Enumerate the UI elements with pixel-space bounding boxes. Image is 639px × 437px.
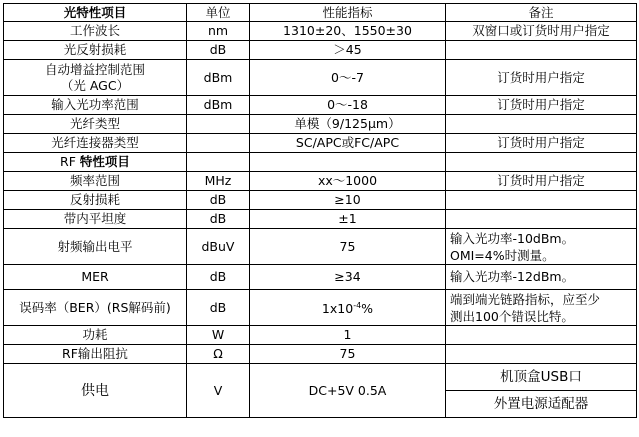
table-row bbox=[4, 115, 637, 134]
table-row bbox=[4, 134, 637, 153]
ber-suffix: % bbox=[361, 301, 374, 316]
row-unit: W bbox=[187, 326, 250, 345]
row-spec: 0～-7 bbox=[250, 60, 446, 96]
table-row bbox=[4, 41, 637, 60]
row-spec: 75 bbox=[250, 345, 446, 364]
row-item: 光纤类型 bbox=[4, 115, 187, 134]
row-spec: xx～1000 bbox=[250, 172, 446, 191]
row-unit: nm bbox=[187, 22, 250, 41]
header-item: 光特性项目 bbox=[4, 4, 187, 22]
row-item: RF输出阻抗 bbox=[4, 345, 187, 364]
row-unit: dBm bbox=[187, 96, 250, 115]
row-unit bbox=[187, 115, 250, 134]
row-note-line1: 机顶盒USB口 bbox=[446, 364, 637, 391]
table-row bbox=[4, 96, 637, 115]
row-note-line2: 测出100个错误比特。 bbox=[450, 308, 574, 324]
row-note-line1: 输入光功率-10dBm。 bbox=[450, 230, 575, 246]
table-row bbox=[4, 364, 637, 391]
row-unit: dB bbox=[187, 191, 250, 210]
row-spec: 1310±20、1550±30 bbox=[250, 22, 446, 41]
header-note: 备注 bbox=[446, 4, 637, 22]
table-row bbox=[4, 210, 637, 229]
table-row bbox=[4, 326, 637, 345]
row-note bbox=[446, 229, 637, 265]
row-note bbox=[446, 41, 637, 60]
row-spec: 75 bbox=[250, 229, 446, 265]
table-row bbox=[4, 191, 637, 210]
row-spec: ＞45 bbox=[250, 41, 446, 60]
row-item-line1: 自动增益控制范围 bbox=[44, 61, 145, 77]
row-spec: 0～-18 bbox=[250, 96, 446, 115]
table-row bbox=[4, 60, 637, 96]
row-spec: SC/APC或FC/APC bbox=[250, 134, 446, 153]
row-item: 频率范围 bbox=[4, 172, 187, 191]
row-item bbox=[4, 60, 187, 96]
row-note bbox=[446, 210, 637, 229]
table-row bbox=[4, 290, 637, 326]
header-unit: 单位 bbox=[187, 4, 250, 22]
row-note: 订货时用户指定 bbox=[446, 60, 637, 96]
row-note bbox=[446, 326, 637, 345]
row-item-line2: （光 AGC） bbox=[60, 77, 130, 93]
row-note bbox=[446, 345, 637, 364]
section-title bbox=[4, 153, 187, 172]
row-note: 订货时用户指定 bbox=[446, 172, 637, 191]
row-unit: Ω bbox=[187, 345, 250, 364]
section-prefix: RF bbox=[60, 154, 76, 169]
row-note: 订货时用户指定 bbox=[446, 134, 637, 153]
section-header-row bbox=[4, 153, 637, 172]
row-item: 工作波长 bbox=[4, 22, 187, 41]
table-row bbox=[4, 265, 637, 290]
row-unit: dB bbox=[187, 41, 250, 60]
table-row bbox=[4, 229, 637, 265]
row-note: 输入光功率-12dBm。 bbox=[446, 265, 637, 290]
spec-table-container bbox=[3, 3, 637, 418]
row-item: 射频输出电平 bbox=[4, 229, 187, 265]
row-unit: V bbox=[187, 364, 250, 418]
table-row bbox=[4, 22, 637, 41]
row-note: 订货时用户指定 bbox=[446, 96, 637, 115]
row-note bbox=[446, 153, 637, 172]
ber-exponent: -4 bbox=[353, 301, 362, 310]
row-item: 输入光功率范围 bbox=[4, 96, 187, 115]
row-item: MER bbox=[4, 265, 187, 290]
row-spec bbox=[250, 290, 446, 326]
row-unit: MHz bbox=[187, 172, 250, 191]
row-item: 反射损耗 bbox=[4, 191, 187, 210]
row-unit: dBm bbox=[187, 60, 250, 96]
ber-base: 1x10 bbox=[321, 301, 354, 316]
table-header-row bbox=[4, 4, 637, 22]
row-spec: ±1 bbox=[250, 210, 446, 229]
row-item: 功耗 bbox=[4, 326, 187, 345]
row-unit: dB bbox=[187, 265, 250, 290]
row-item: 带内平坦度 bbox=[4, 210, 187, 229]
header-spec: 性能指标 bbox=[250, 4, 446, 22]
row-note-line2: OMI=4%时测量。 bbox=[450, 247, 555, 263]
row-note bbox=[446, 290, 637, 326]
row-note bbox=[446, 115, 637, 134]
table-row bbox=[4, 172, 637, 191]
row-item: 供电 bbox=[4, 364, 187, 418]
row-unit: dBuV bbox=[187, 229, 250, 265]
row-note-line1: 端到端光链路指标，应至少 bbox=[450, 291, 601, 307]
row-unit bbox=[187, 153, 250, 172]
row-unit: dB bbox=[187, 210, 250, 229]
row-note-line2: 外置电源适配器 bbox=[446, 391, 637, 418]
row-spec: 1 bbox=[250, 326, 446, 345]
table-row bbox=[4, 345, 637, 364]
spec-table bbox=[3, 3, 637, 418]
row-item: 光纤连接器类型 bbox=[4, 134, 187, 153]
row-unit: dB bbox=[187, 290, 250, 326]
row-spec: DC+5V 0.5A bbox=[250, 364, 446, 418]
row-spec: 单模（9/125μm） bbox=[250, 115, 446, 134]
section-label: 特性项目 bbox=[79, 154, 130, 169]
row-item: 光反射损耗 bbox=[4, 41, 187, 60]
row-item: 误码率（BER）(RS解码前) bbox=[4, 290, 187, 326]
row-note bbox=[446, 191, 637, 210]
row-note: 双窗口或订货时用户指定 bbox=[446, 22, 637, 41]
row-spec: ≥34 bbox=[250, 265, 446, 290]
row-spec bbox=[250, 153, 446, 172]
row-unit bbox=[187, 134, 250, 153]
row-spec: ≥10 bbox=[250, 191, 446, 210]
